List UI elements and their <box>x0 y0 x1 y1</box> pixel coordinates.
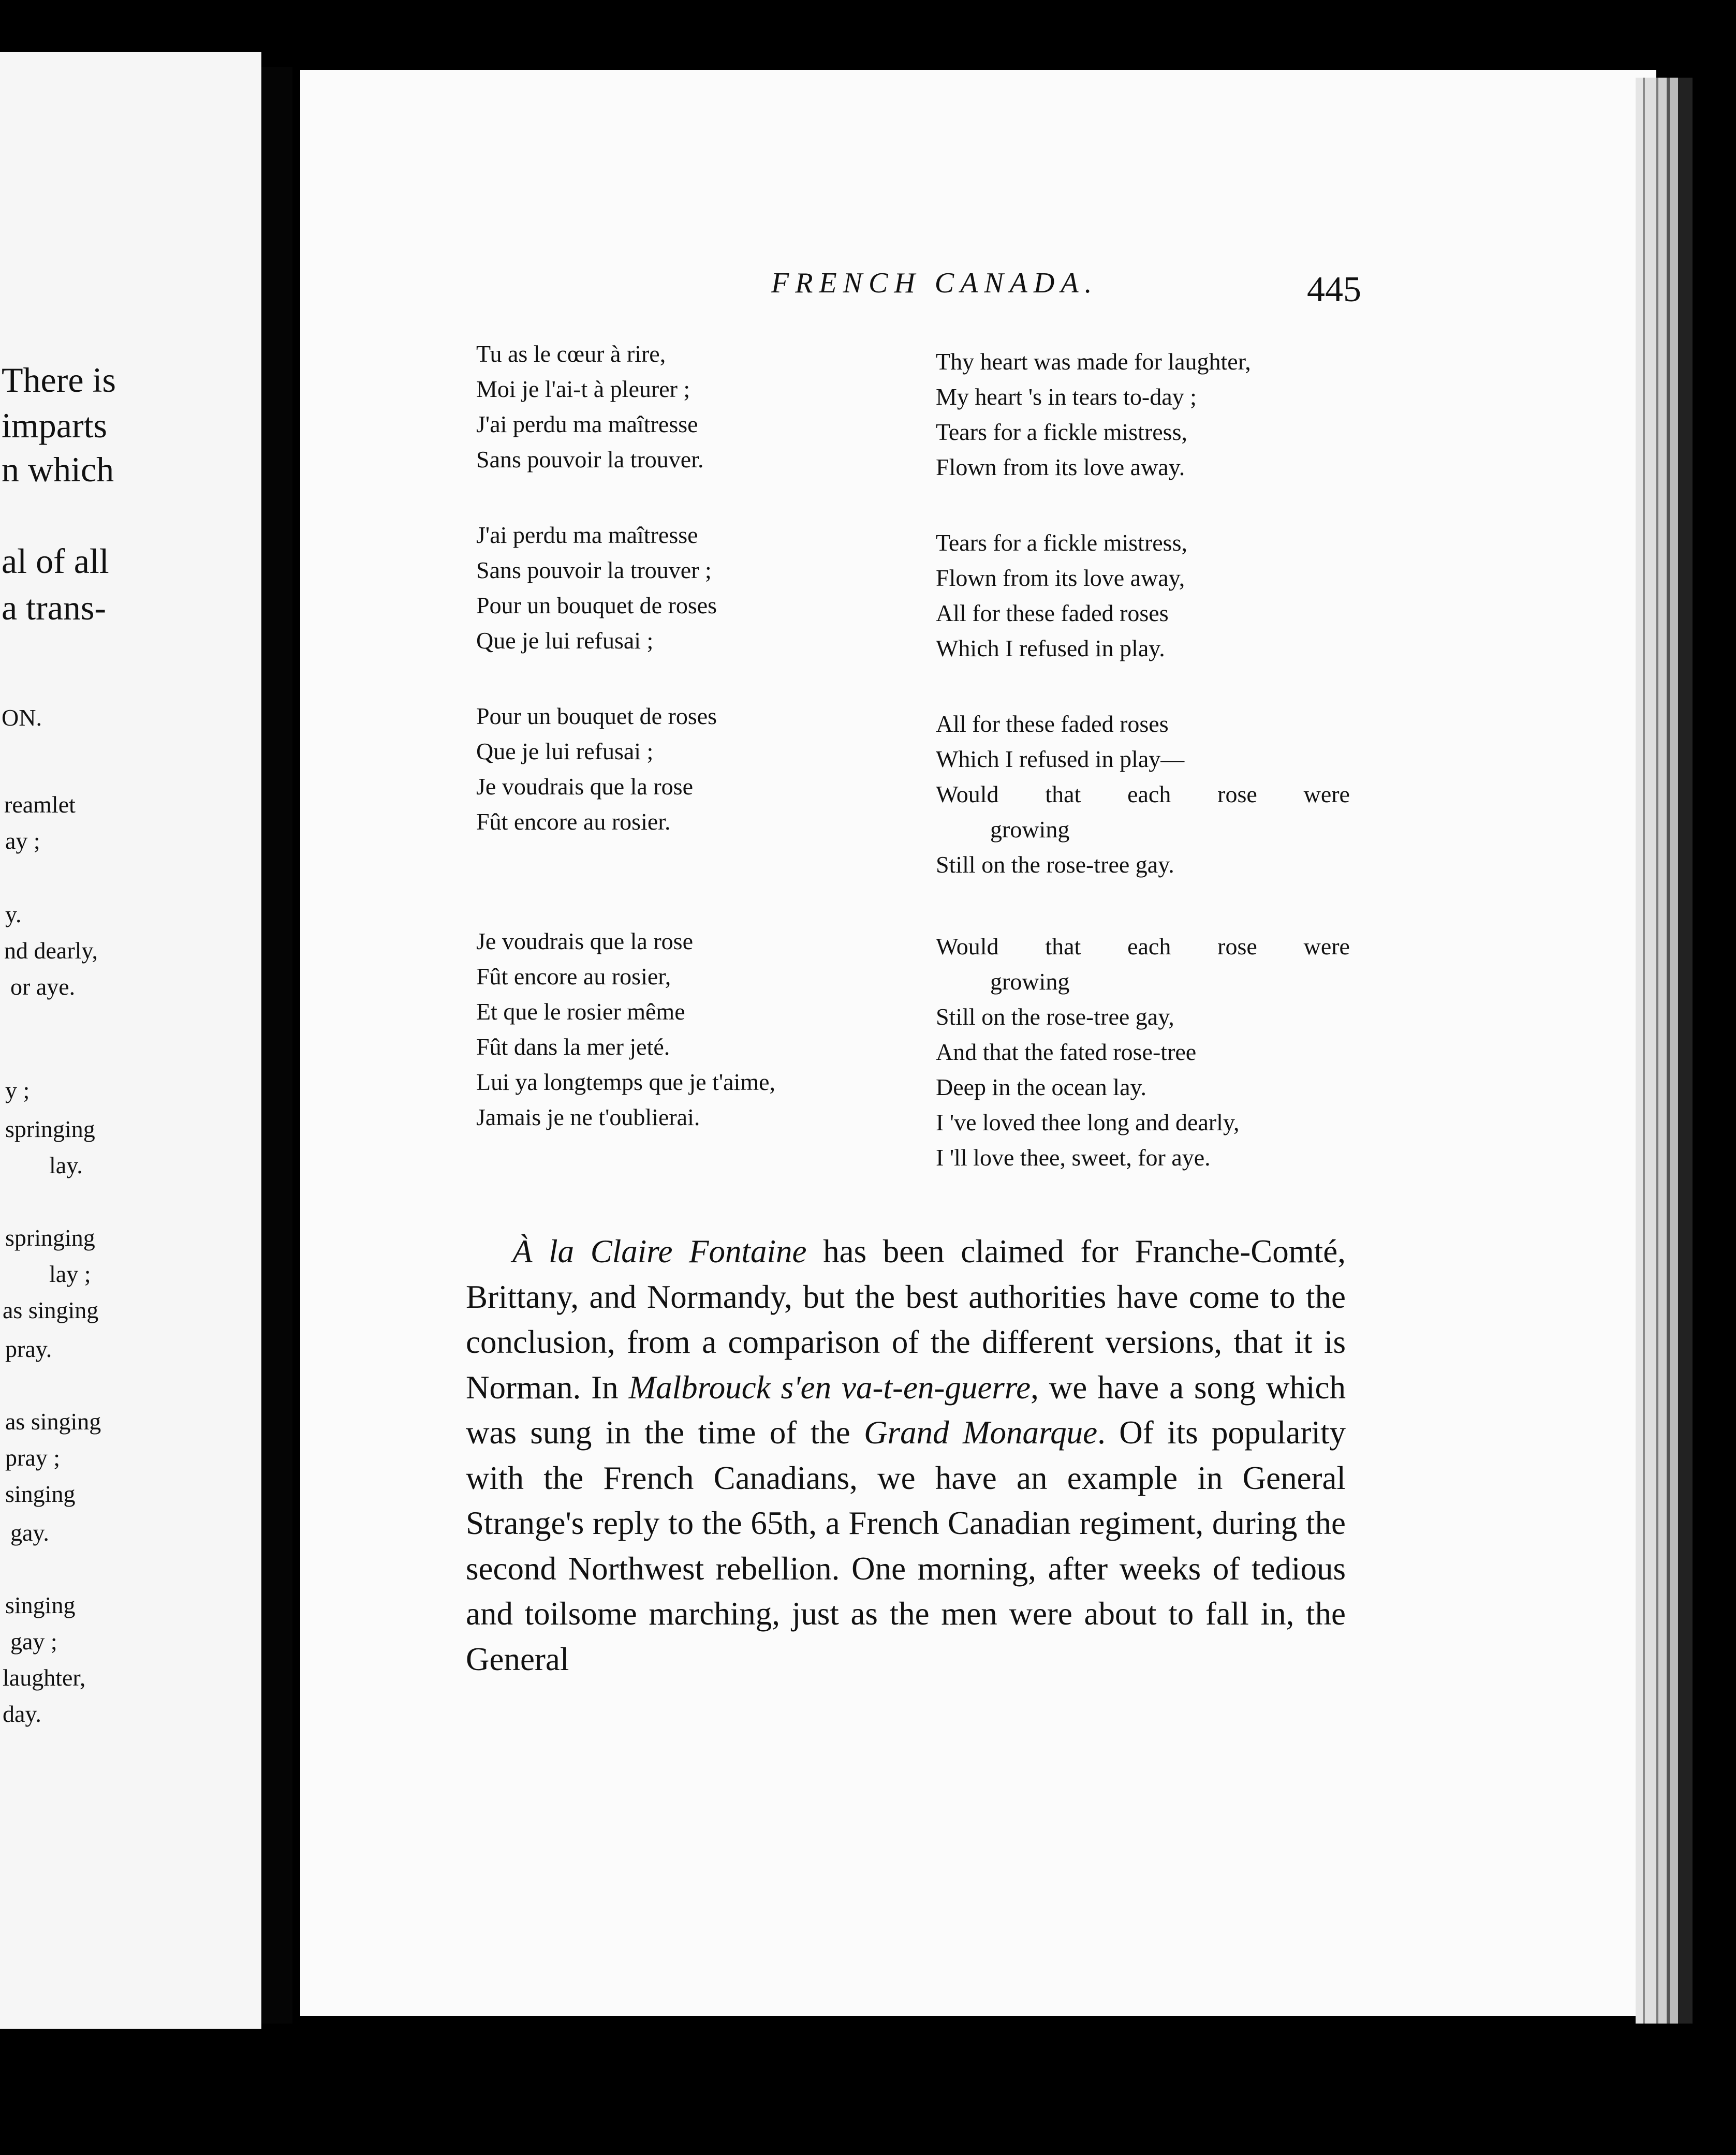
verse-line: Que je lui refusai ; <box>476 738 654 764</box>
verse-line: Flown from its love away. <box>936 454 1185 480</box>
verse-line: All for these faded roses <box>936 711 1169 737</box>
english-stanza <box>936 344 1251 485</box>
previous-page-line: pray ; <box>5 1444 61 1471</box>
previous-page-line: as singing <box>5 1408 101 1435</box>
previous-page-line: n which <box>2 450 114 489</box>
previous-page-line: y ; <box>5 1077 30 1103</box>
verse-line: Tears for a fickle mistress, <box>936 529 1187 556</box>
previous-page-line: al of all <box>2 541 109 581</box>
previous-page-line: day. <box>3 1701 41 1727</box>
verse-word: were <box>1303 933 1350 960</box>
verse-line: Which I refused in play— <box>936 746 1185 772</box>
verse-line: Lui ya longtemps que je t'aime, <box>476 1069 776 1095</box>
verse-word: were <box>1303 781 1350 807</box>
previous-page-line: gay. <box>10 1519 49 1546</box>
previous-page-line: y. <box>5 901 22 927</box>
verse-line: Flown from its love away, <box>936 565 1185 591</box>
verse-word: that <box>1045 781 1081 807</box>
verse-line: Tears for a fickle mistress, <box>936 419 1187 445</box>
previous-page-line: laughter, <box>3 1664 86 1691</box>
previous-page-line: reamlet <box>4 791 76 818</box>
previous-page-line: ON. <box>2 704 42 731</box>
english-stanza <box>936 929 1350 1175</box>
song-title: À la Claire Fontaine <box>512 1233 807 1270</box>
verse-line: I 'll love thee, sweet, for aye. <box>936 1144 1211 1171</box>
verse-line: Still on the rose-tree gay, <box>936 1003 1174 1030</box>
song-title: Malbrouck s'en va-t-en-guerre <box>628 1369 1031 1406</box>
verse-line: Fût encore au rosier, <box>476 963 671 990</box>
previous-page-line: a trans- <box>2 588 107 627</box>
verse-line: Thy heart was made for laughter, <box>936 348 1251 375</box>
verse-line: And that the fated rose-tree <box>936 1039 1197 1065</box>
previous-page-line: gay ; <box>10 1628 57 1655</box>
book-gutter <box>261 67 292 2024</box>
page-edges <box>1636 78 1693 2024</box>
previous-page-line: imparts <box>2 406 107 445</box>
previous-page-line: There is <box>2 360 116 400</box>
page-number: 445 <box>1307 270 1361 309</box>
verse-line: Fût encore au rosier. <box>476 808 671 835</box>
french-stanza <box>476 518 717 658</box>
verse-line: My heart 's in tears to-day ; <box>936 383 1197 410</box>
verse-word: Would <box>936 781 999 807</box>
previous-page-line: or aye. <box>10 973 76 1000</box>
text-run: has been claimed for Franche-Comté, Brittany, and Normandy, but the best authorities have come to the conclusion, from a comparison of the different versions, that it is Norman. In <box>466 1233 1346 1406</box>
previous-page-line: springing <box>5 1116 95 1142</box>
verse-line: All for these faded roses <box>936 600 1169 626</box>
previous-page-line: springing <box>5 1224 95 1251</box>
verse-line <box>936 929 1350 964</box>
previous-page-line: singing <box>5 1481 76 1507</box>
verse-line: growing <box>990 968 1070 995</box>
running-head: FRENCH CANADA. <box>771 267 1098 299</box>
verse-line <box>936 777 1350 812</box>
verse-line: Deep in the ocean lay. <box>936 1074 1146 1100</box>
english-stanza <box>936 525 1187 666</box>
verse-line: Still on the rose-tree gay. <box>936 851 1174 878</box>
verse-line: Moi je l'ai-t à pleurer ; <box>476 376 690 402</box>
verse-line: Pour un bouquet de roses <box>476 592 717 618</box>
verse-word: Would <box>936 933 999 960</box>
verse-line: Sans pouvoir la trouver ; <box>476 557 712 583</box>
verse-line: Which I refused in play. <box>936 635 1165 661</box>
text-run: , we have a song which was sung in the time of the <box>466 1369 1346 1451</box>
previous-page-line: lay ; <box>49 1261 91 1287</box>
verse-line: Que je lui refusai ; <box>476 627 654 654</box>
verse-line: Tu as le cœur à rire, <box>476 341 666 367</box>
verse-line: Je voudrais que la rose <box>476 773 693 800</box>
verse-line: growing <box>990 816 1070 843</box>
verse-word: that <box>1045 933 1081 960</box>
text-run: . Of its popularity with the French Canadians, we have an example in General Strange's reply to the 65th, a French Canadian regiment, during the second Northwest rebellion. One morning, after weeks of tedious and toilsome marching, just as the men were about to fall in, the General <box>466 1414 1346 1677</box>
verse-line: J'ai perdu ma maîtresse <box>476 522 698 548</box>
verse-line: Et que le rosier même <box>476 998 685 1025</box>
french-stanza <box>476 336 704 477</box>
verse-line: J'ai perdu ma maîtresse <box>476 411 698 437</box>
previous-page-line: pray. <box>5 1336 52 1362</box>
verse-word: rose <box>1217 933 1257 960</box>
previous-page-line: as singing <box>3 1297 99 1323</box>
verse-line: Pour un bouquet de roses <box>476 703 717 729</box>
verse-line: Je voudrais que la rose <box>476 928 693 954</box>
previous-page-fragment <box>0 52 261 2029</box>
verse-word: rose <box>1217 781 1257 807</box>
french-stanza <box>476 699 717 839</box>
verse-line: Sans pouvoir la trouver. <box>476 446 704 473</box>
previous-page-line: singing <box>5 1592 76 1618</box>
monarch-title: Grand Monarque <box>864 1414 1098 1451</box>
previous-page-line: ay ; <box>5 828 40 854</box>
verse-line: I 've loved thee long and dearly, <box>936 1109 1240 1135</box>
previous-page-line: lay. <box>49 1152 83 1178</box>
previous-page-line: nd dearly, <box>4 937 98 964</box>
verse-word: each <box>1127 933 1171 960</box>
verse-word: each <box>1127 781 1171 807</box>
verse-line: Fût dans la mer jeté. <box>476 1034 670 1060</box>
english-stanza <box>936 706 1350 882</box>
french-stanza <box>476 924 775 1135</box>
prose-paragraph <box>466 1229 1346 1682</box>
verse-line: Jamais je ne t'oublierai. <box>476 1104 700 1130</box>
paragraph-text <box>466 1229 1346 1682</box>
